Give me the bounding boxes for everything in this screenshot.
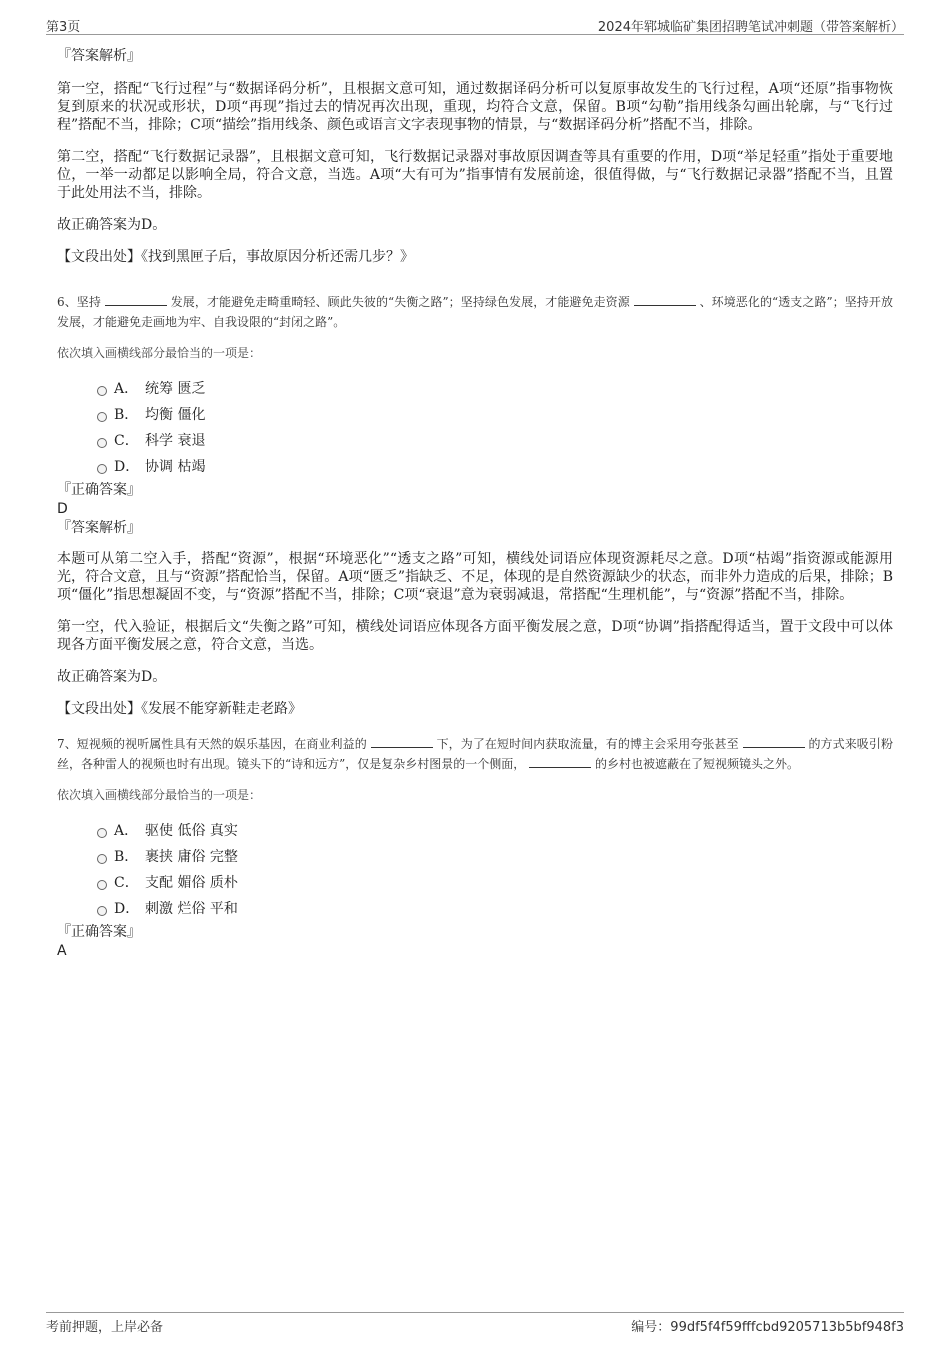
q6-blank-2 [634,293,696,306]
radio-icon[interactable] [97,464,107,474]
q7-options [57,818,893,922]
q5-analysis-para-2: 第二空，搭配“飞行数据记录器”，且根据文意可知，飞行数据记录器对事故原因调查等具有重要的作用，D项“举足轻重”指处于重要地位，一举一动都足以影响全局，符合文意，当选。A项“大有可为”指事情有发展前途，很值得做，与“飞行数据记录器”搭配不当，且置于此处用法不当，排除。 [57,149,893,201]
footer-slogan: 考前押题，上岸必备 [46,1320,164,1335]
q7-instruction: 依次填入画横线部分最恰当的一项是： [57,788,262,802]
q7-blank-1 [371,735,433,748]
radio-icon[interactable] [97,412,107,422]
q6-instruction: 依次填入画横线部分最恰当的一项是： [57,346,262,360]
q6-option-a[interactable]: A． 统筹 匮乏 [97,376,893,402]
footer-code: 编号：99df5f4f59fffcbd9205713b5bf948f3 [631,1320,904,1335]
q6-analysis-para-1: 本题可从第二空入手，搭配“资源”，根据“环境恶化”“透支之路”可知，横线处词语应体现资源耗尽之意。D项“枯竭”指资源或能源用光，符合文意，且与“资源”搭配恰当，保留。A项“匮乏”指缺乏、不足，体现的是自然资源缺少的状态，而非外力造成的后果，排除；B项“僵化”指思想凝固不变，与“资源”搭配不当，排除；C项“衰退”意为衰弱减退，常搭配“生理机能”，与“资源”搭配不当，排除。 [57,551,893,603]
q7-answer: A [57,943,67,959]
q7-stem: 7、短视频的视听属性具有天然的娱乐基因，在商业利益的 下，为了在短时间内获取流量，有的博主会采用夸张甚至 的方式来吸引粉丝，各种雷人的视频也时有出现。镜头下的“诗和远方”，仅是复杂乡村图景的一个侧面， 的乡村也被遮蔽在了短视频镜头之外。 [57,737,893,771]
q5-analysis-label: 『答案解析』 [57,48,141,64]
q7-option-c[interactable]: C． 支配 媚俗 质朴 [97,870,893,896]
q7-correct-label: 『正确答案』 [57,924,141,940]
radio-icon[interactable] [97,386,107,396]
page-header [46,14,904,35]
radio-icon[interactable] [97,828,107,838]
q6-option-c[interactable]: C． 科学 衰退 [97,428,893,454]
q5-analysis-para-1: 第一空，搭配“飞行过程”与“数据译码分析”，且根据文意可知，通过数据译码分析可以复原事故发生的飞行过程，A项“还原”指事物恢复到原来的状况或形状，D项“再现”指过去的情况再次出现，重现，均符合文意，保留。B项“勾勒”指用线条勾画出轮廓，与“飞行过程”搭配不当，排除；C项“描绘”指用线条、颜色或语言文字表现事物的情景，与“数据译码分析”搭配不当，排除。 [57,81,893,133]
q6-option-d[interactable]: D． 协调 枯竭 [97,454,893,480]
q6-option-b[interactable]: B． 均衡 僵化 [97,402,893,428]
q7-option-b[interactable]: B． 裹挟 庸俗 完整 [97,844,893,870]
q6-blank-1 [105,293,167,306]
main-content [57,46,893,960]
q5-source: 【文段出处】《找到黑匣子后，事故原因分析还需几步？》 [57,249,414,265]
q7-option-a[interactable]: A． 驱使 低俗 真实 [97,818,893,844]
q6-analysis-label: 『答案解析』 [57,520,141,536]
page-footer [46,1312,904,1333]
radio-icon[interactable] [97,438,107,448]
q7-blank-2 [743,735,805,748]
q6-answer: D [57,501,68,517]
q6-source: 【文段出处】《发展不能穿新鞋走老路》 [57,701,302,717]
radio-icon[interactable] [97,880,107,890]
q6-analysis-para-2: 第一空，代入验证，根据后文“失衡之路”可知，横线处词语应体现各方面平衡发展之意，D项“协调”指搭配得适当，置于文段中可以体现各方面平衡发展之意，符合文意，当选。 [57,619,893,653]
radio-icon[interactable] [97,854,107,864]
radio-icon[interactable] [97,906,107,916]
q5-conclusion: 故正确答案为D。 [57,217,167,233]
page-number: 第3页 [46,20,81,35]
q6-correct-label: 『正确答案』 [57,482,141,498]
document-title: 2024年郓城临矿集团招聘笔试冲刺题（带答案解析） [597,20,904,35]
q6-options [57,376,893,480]
q7-blank-3 [529,755,591,768]
q6-conclusion: 故正确答案为D。 [57,669,167,685]
q6-stem: 6、坚持 发展，才能避免走畸重畸轻、顾此失彼的“失衡之路”；坚持绿色发展，才能避免走资源 、环境恶化的“透支之路”；坚持开放发展，才能避免走画地为牢、自我设限的“封闭之路”。 [57,295,893,329]
q7-option-d[interactable]: D． 刺激 烂俗 平和 [97,896,893,922]
